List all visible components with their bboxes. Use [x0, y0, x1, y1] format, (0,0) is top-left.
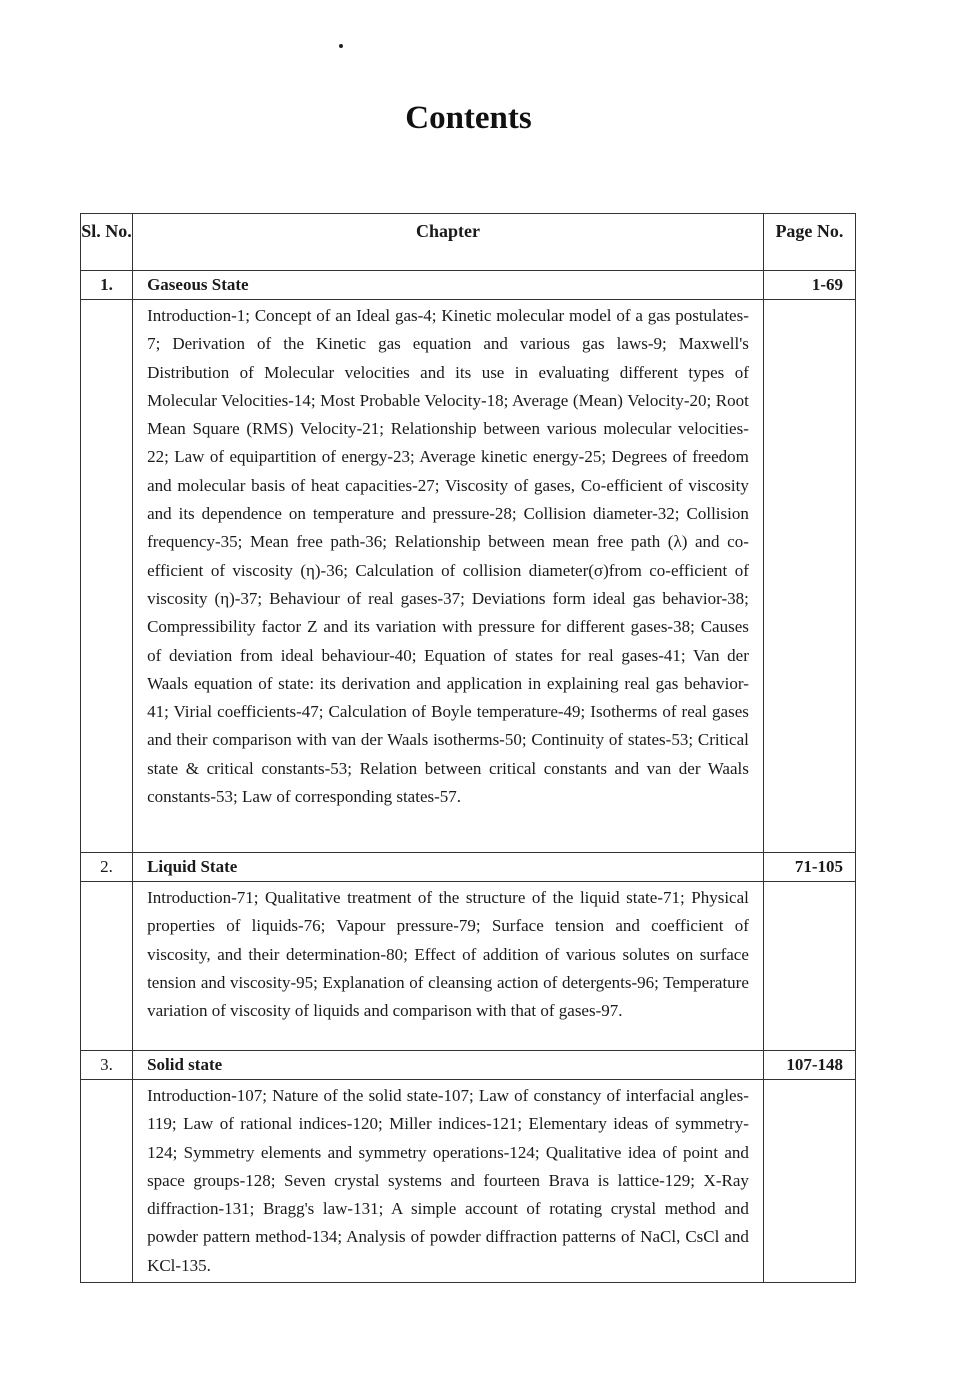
- chapter-topics: Introduction-1; Concept of an Ideal gas-4; Kinetic molecular model of a gas postulates-7; Derivation of the Kinetic gas equation and various gas laws-9; Maxwell's Distribution of Molecular velocities and its use in evaluating different types of Molecular Velocities-14; Most Probable Velocity-18; Average (Mean) Velocity-20; Root Mean Square (RMS) Velocity-21; Relationship between various molecular velocities-22; Law of equipartition of energy-23; Average kinetic energy-25; Degrees of freedom and molecular basis of heat capacities-27; Viscosity of gases, Co-efficient of viscosity and its dependence on temperature and pressure-28; Collision diameter-32; Collision frequency-35; Mean free path-36; Relationship between mean free path (λ) and co-efficient of viscosity (η)-36; Calculation of collision diameter(σ)from co-efficient of viscosity (η)-37; Behaviour of real gases-37; Deviations form ideal gas behavior-38; Compressibility factor Z and its variation with pressure for different gases-38; Causes of deviation from ideal behaviour-40; Equation of states for real gases-41; Van der Waals equation of state: its derivation and application in explaining real gas behavior-41; Virial coefficients-47; Calculation of Boyle temperature-49; Isotherms of real gases and their comparison with van der Waals isotherms-50; Continuity of states-53; Critical state & critical constants-53; Relation between critical constants and van der Waals constants-53; Law of corresponding states-57.: [133, 300, 764, 853]
- empty-cell: [763, 1080, 855, 1283]
- empty-cell: [81, 300, 133, 853]
- empty-cell: [81, 882, 133, 1051]
- page-title: Contents: [405, 100, 532, 136]
- empty-cell: [763, 882, 855, 1051]
- chapter-number: 2.: [81, 853, 133, 882]
- chapter-topics: Introduction-107; Nature of the solid state-107; Law of constancy of interfacial angles-119; Law of rational indices-120; Miller indices-121; Elementary ideas of symmetry-124; Symmetry elements and symmetry operations-124; Qualitative idea of point and space groups-128; Seven crystal systems and fourteen Brava is lattice-129; X-Ray diffraction-131; Bragg's law-131; A simple account of rotating crystal method and powder pattern method-134; Analysis of powder diffraction patterns of NaCl, CsCl and KCl-135.: [133, 1080, 764, 1283]
- chapter-description-row: [81, 1080, 856, 1283]
- empty-cell: [763, 300, 855, 853]
- chapter-title-row: [81, 271, 856, 300]
- chapter-title: Solid state: [133, 1051, 764, 1080]
- chapter-title: Liquid State: [133, 853, 764, 882]
- chapter-page-range: 1-69: [763, 271, 855, 300]
- contents-table: [80, 213, 856, 1283]
- empty-cell: [81, 1080, 133, 1283]
- chapter-description-row: [81, 300, 856, 853]
- chapter-number: 1.: [81, 271, 133, 300]
- chapter-number: 3.: [81, 1051, 133, 1080]
- stray-dot-mark: [339, 44, 343, 48]
- table-header-row: [81, 214, 856, 271]
- header-page-no: Page No.: [763, 214, 855, 271]
- chapter-page-range: 107-148: [763, 1051, 855, 1080]
- chapter-title: Gaseous State: [133, 271, 764, 300]
- chapter-title-row: [81, 853, 856, 882]
- chapter-description-row: [81, 882, 856, 1051]
- header-chapter: Chapter: [133, 214, 764, 271]
- chapter-topics: Introduction-71; Qualitative treatment of the structure of the liquid state-71; Physical properties of liquids-76; Vapour pressure-79; Surface tension and coefficient of viscosity, and their determination-80; Effect of addition of various solutes on surface tension and viscosity-95; Explanation of cleansing action of detergents-96; Temperature variation of viscosity of liquids and comparison with that of gases-97.: [133, 882, 764, 1051]
- chapter-title-row: [81, 1051, 856, 1080]
- chapter-page-range: 71-105: [763, 853, 855, 882]
- header-sl-no: Sl. No.: [81, 214, 133, 271]
